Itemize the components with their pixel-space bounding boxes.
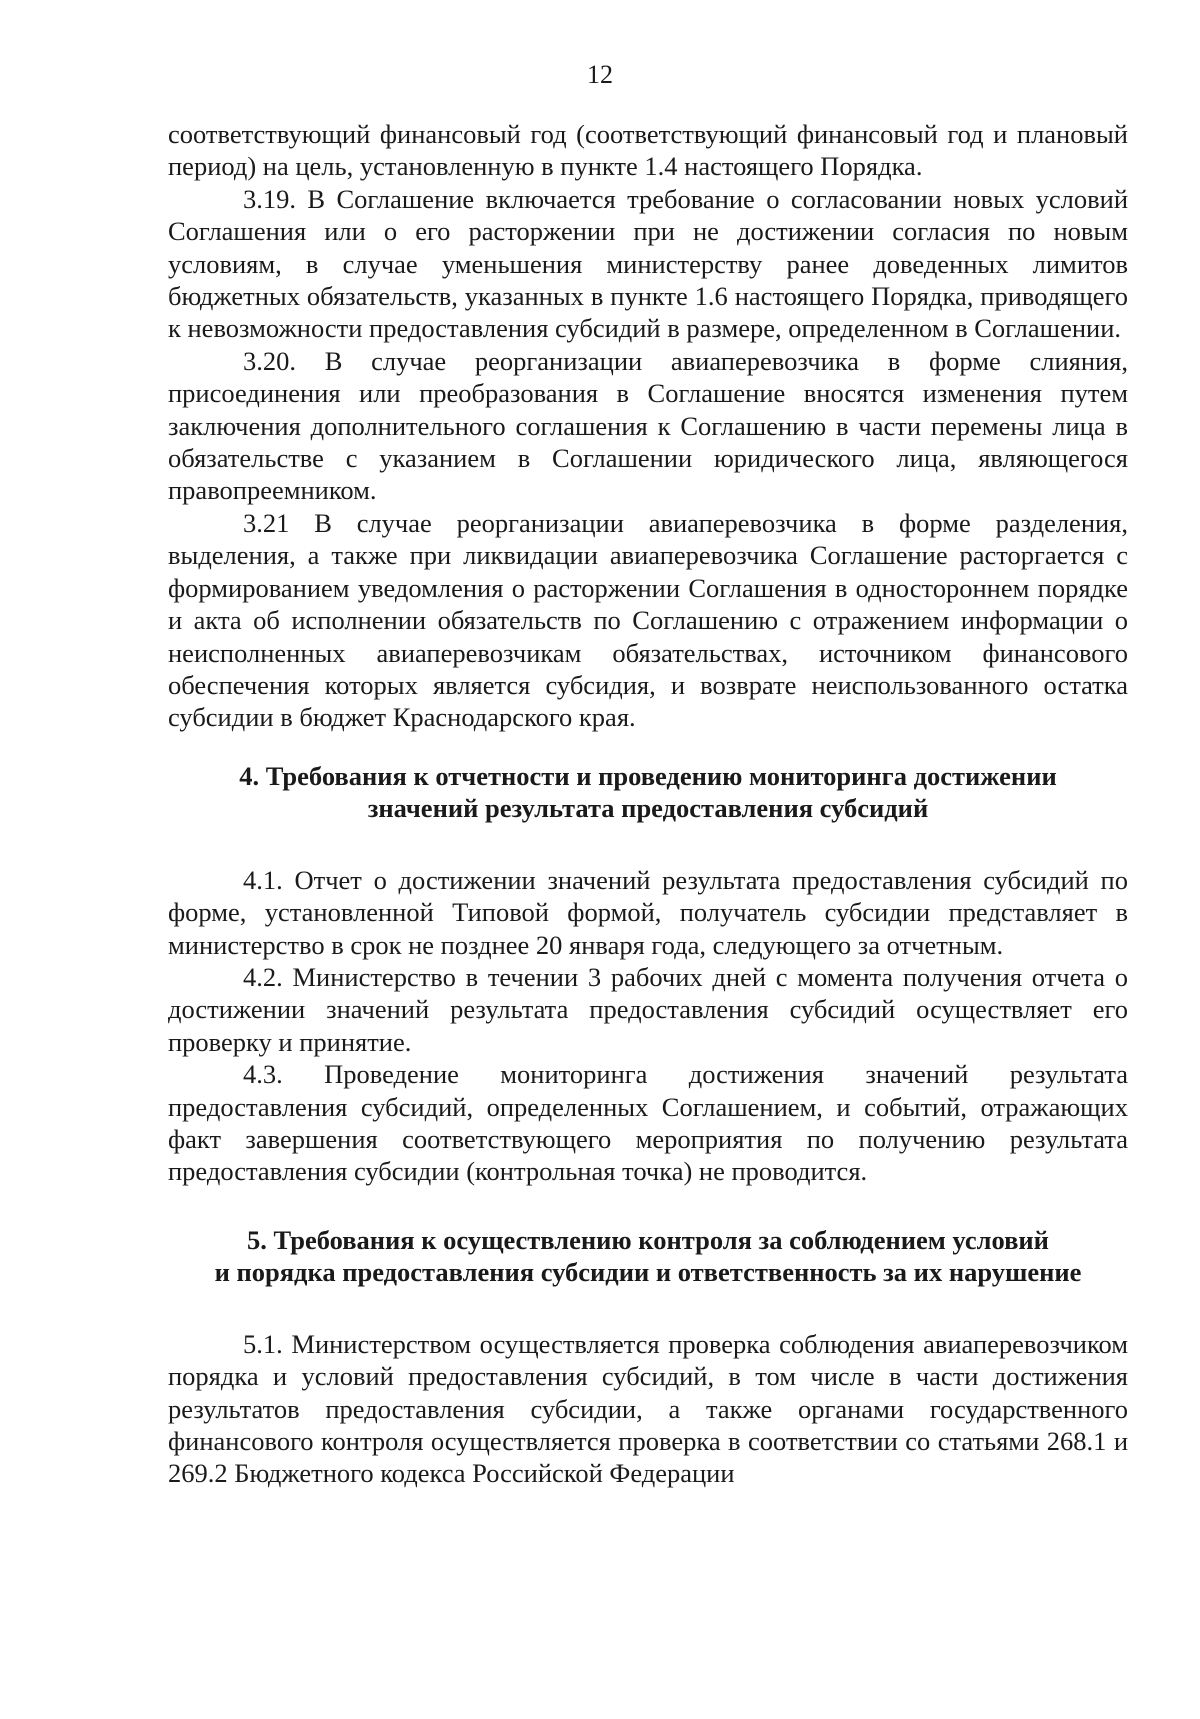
document-body	[168, 118, 1128, 1490]
section-4-heading-line-1: 4. Требования к отчетности и проведению мониторинга достижении	[239, 760, 1057, 791]
section-4-heading	[168, 760, 1128, 824]
paragraph-4-3: 4.3. Проведение мониторинга достижения значений результата предоставления субсидий, определенных Соглашением, и событий, отражающих факт завершения соответствующего мероприятия по получению результата предоставления субсидии (контрольная точка) не проводится.	[168, 1059, 1128, 1187]
section-5-heading-line-2: и порядка предоставления субсидии и ответственность за их нарушение	[214, 1256, 1082, 1287]
paragraph-4-1: 4.1. Отчет о достижении значений результата предоставления субсидий по форме, установленной Типовой формой, получатель субсидии представляет в министерство в срок не позднее 20 января года, следующего за отчетным.	[168, 864, 1128, 960]
page-number: 12	[587, 60, 613, 89]
paragraph-3-21: 3.21 В случае реорганизации авиаперевозчика в форме разделения, выделения, а также при ликвидации авиаперевозчика Соглашение расторгается с формированием уведомления о расторжении Соглашения в одностороннем порядке и акта об исполнении обязательств по Соглашению с отражением информации о неисполненных авиаперевозчикам обязательствах, источником финансового обеспечения которых является субсидия, и возврате неиспользованного остатка субсидии в бюджет Краснодарского края.	[168, 507, 1128, 733]
paragraph-4-2: 4.2. Министерство в течении 3 рабочих дней с момента получения отчета о достижении значений результата предоставления субсидий осуществляет его проверку и принятие.	[168, 961, 1128, 1057]
section-5-heading	[168, 1224, 1128, 1288]
paragraph-3-20: 3.20. В случае реорганизации авиаперевозчика в форме слияния, присоединения или преобразования в Соглашение вносятся изменения путем заключения дополнительного соглашения к Соглашению в части перемены лица в обязательстве с указанием в Соглашении юридического лица, являющегося правопреемником.	[168, 345, 1128, 506]
paragraph-3-19: 3.19. В Соглашение включается требование о согласовании новых условий Соглашения или о его расторжении при не достижении согласия по новым условиям, в случае уменьшения министерству ранее доведенных лимитов бюджетных обязательств, указанных в пункте 1.6 настоящего Порядка, приводящего к невозможности предоставления субсидий в размере, определенном в Соглашении.	[168, 183, 1128, 344]
section-5-heading-line-1: 5. Требования к осуществлению контроля за соблюдением условий	[247, 1224, 1049, 1255]
paragraph-5-1: 5.1. Министерством осуществляется проверка соблюдения авиаперевозчиком порядка и условий предоставления субсидий, в том числе в части достижения результатов предоставления субсидии, а также органами государственного финансового контроля осуществляется проверка в соответствии со статьями 268.1 и 269.2 Бюджетного кодекса Российской Федерации	[168, 1328, 1128, 1489]
paragraph-continuation: соответствующий финансовый год (соответствующий финансовый год и плановый период) на цель, установленную в пункте 1.4 настоящего Порядка.	[168, 119, 1128, 182]
section-4-heading-line-2: значений результата предоставления субсидий	[367, 792, 929, 823]
